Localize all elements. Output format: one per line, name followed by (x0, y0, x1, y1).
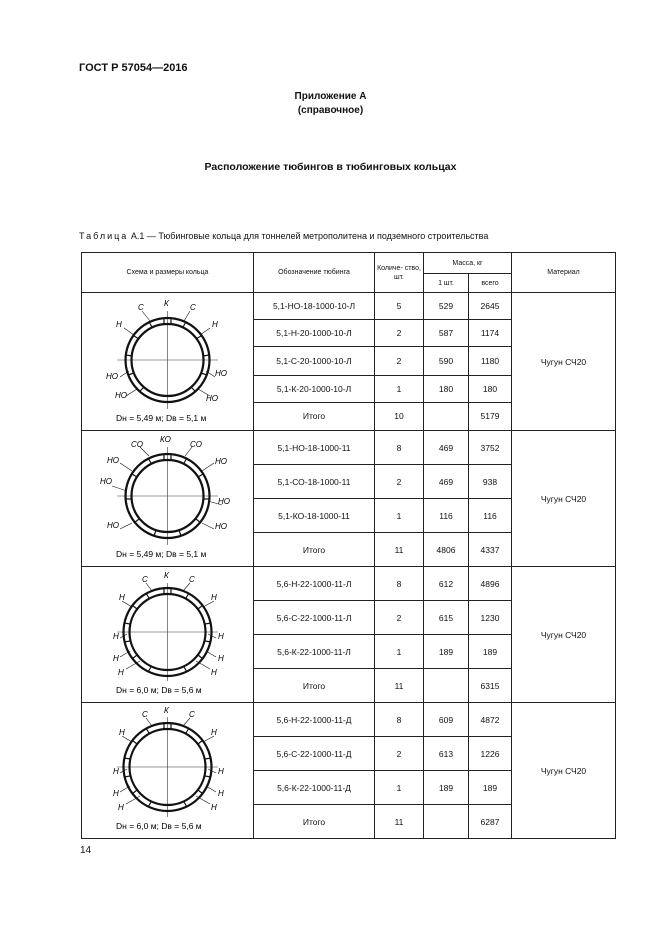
designation-cell: 5,1-Н-20-1000-10-Л (254, 320, 375, 347)
ring-diagram-4 (82, 703, 254, 838)
mass-one-cell: 189 (424, 635, 469, 669)
header-mass-one: 1 шт. (424, 274, 469, 293)
ring-scheme-3 (82, 567, 254, 703)
header-mass-total: всего (469, 274, 512, 293)
ring-label: Н (218, 767, 224, 776)
qty-cell: 11 (375, 669, 424, 703)
ring-label: Н (211, 803, 217, 812)
mass-total-cell: 5179 (469, 402, 512, 430)
qty-cell: 10 (375, 402, 424, 430)
appendix-heading (0, 90, 661, 118)
ring-label: К (164, 299, 169, 308)
ring-label: НО (107, 456, 119, 465)
ring-label: Н (113, 767, 119, 776)
mass-total-cell: 6315 (469, 669, 512, 703)
ring-label: С (138, 303, 144, 312)
ring-diagram-2 (82, 431, 254, 566)
header-material: Материал (512, 253, 616, 293)
ring-label: Н (211, 728, 217, 737)
ring-label: С (142, 710, 148, 719)
ring-label: НО (100, 477, 112, 486)
material-cell: Чугун СЧ20 (512, 567, 616, 703)
mass-total-cell: 180 (469, 375, 512, 402)
ring-diagram-1 (82, 293, 254, 430)
material-cell: Чугун СЧ20 (512, 293, 616, 431)
qty-cell: 2 (375, 737, 424, 771)
mass-total-cell: 189 (469, 771, 512, 805)
ring-label: Н (211, 668, 217, 677)
ring-label: НО (115, 391, 127, 400)
mass-one-cell: 469 (424, 431, 469, 465)
designation-cell: 5,6-К-22-1000-11-Д (254, 771, 375, 805)
ring-scheme-1 (82, 293, 254, 431)
mass-total-cell: 3752 (469, 431, 512, 465)
header-mass: Масса, кг (424, 253, 512, 274)
ring-label: Н (212, 320, 218, 329)
ring-table (81, 252, 616, 839)
designation-cell: 5,1-С-20-1000-10-Л (254, 347, 375, 375)
ring-label: С (189, 575, 195, 584)
table-row (82, 293, 616, 320)
ring-scheme-4 (82, 703, 254, 839)
ring-label: КО (160, 435, 171, 444)
appendix-title: Приложение А (294, 91, 367, 102)
designation-cell: 5,1-НО-18-1000-10-Л (254, 293, 375, 320)
mass-one-cell: 590 (424, 347, 469, 375)
designation-cell: Итого (254, 533, 375, 567)
header-quantity: Количе- ство, шт. (375, 253, 424, 293)
mass-total-cell: 1174 (469, 320, 512, 347)
ring-dimensions: Dн = 5,49 м; Dв = 5,1 м (116, 549, 207, 559)
designation-cell: 5,1-КО-18-1000-11 (254, 499, 375, 533)
ring-label: Н (218, 789, 224, 798)
mass-one-cell (424, 805, 469, 839)
qty-cell: 2 (375, 465, 424, 499)
ring-label: Н (218, 654, 224, 663)
mass-one-cell: 180 (424, 375, 469, 402)
mass-one-cell: 469 (424, 465, 469, 499)
ring-label: Н (119, 593, 125, 602)
qty-cell: 1 (375, 375, 424, 402)
ring-label: С (190, 303, 196, 312)
ring-label: Н (211, 593, 217, 602)
qty-cell: 1 (375, 635, 424, 669)
designation-cell: 5,1-СО-18-1000-11 (254, 465, 375, 499)
ring-label: Н (113, 654, 119, 663)
mass-total-cell: 116 (469, 499, 512, 533)
qty-cell: 1 (375, 499, 424, 533)
mass-total-cell: 4896 (469, 567, 512, 601)
mass-one-cell: 613 (424, 737, 469, 771)
header-designation: Обозначение тюбинга (254, 253, 375, 293)
ring-scheme-2 (82, 431, 254, 567)
table-row (82, 431, 616, 465)
ring-label: НО (206, 394, 218, 403)
ring-label: С (189, 710, 195, 719)
mass-total-cell: 1230 (469, 601, 512, 635)
mass-total-cell: 4872 (469, 703, 512, 737)
mass-one-cell: 529 (424, 293, 469, 320)
ring-label: Н (119, 728, 125, 737)
qty-cell: 2 (375, 601, 424, 635)
qty-cell: 8 (375, 431, 424, 465)
mass-total-cell: 6287 (469, 805, 512, 839)
designation-cell: 5,1-НО-18-1000-11 (254, 431, 375, 465)
qty-cell: 2 (375, 320, 424, 347)
table-caption-number: А.1 (130, 231, 145, 241)
table-caption-text: — Тюбинговые кольца для тоннелей метрополитена и подземного строительства (146, 231, 489, 241)
qty-cell: 5 (375, 293, 424, 320)
designation-cell: 5,6-Н-22-1000-11-Л (254, 567, 375, 601)
ring-label: Н (113, 632, 119, 641)
designation-cell: Итого (254, 402, 375, 430)
ring-label: СО (190, 440, 202, 449)
qty-cell: 11 (375, 805, 424, 839)
qty-cell: 1 (375, 771, 424, 805)
ring-label: С (142, 575, 148, 584)
page-number: 14 (80, 845, 92, 856)
ring-dimensions: Dн = 6,0 м; Dв = 5,6 м (116, 685, 202, 695)
designation-cell: 5,6-С-22-1000-11-Д (254, 737, 375, 771)
ring-diagram-3 (82, 567, 254, 702)
mass-total-cell: 1180 (469, 347, 512, 375)
mass-one-cell (424, 402, 469, 430)
mass-one-cell: 609 (424, 703, 469, 737)
ring-dimensions: Dн = 5,49 м; Dв = 5,1 м (116, 413, 207, 423)
table-row (82, 703, 616, 737)
table-row (82, 567, 616, 601)
designation-cell: Итого (254, 669, 375, 703)
document-header: ГОСТ Р 57054—2016 (79, 62, 188, 74)
qty-cell: 11 (375, 533, 424, 567)
ring-label: СО (131, 440, 143, 449)
ring-label: НО (215, 457, 227, 466)
mass-total-cell: 189 (469, 635, 512, 669)
appendix-subtitle: (справочное) (297, 105, 364, 116)
table-caption (79, 231, 488, 241)
ring-dimensions: Dн = 6,0 м; Dв = 5,6 м (116, 821, 202, 831)
ring-label: НО (106, 372, 118, 381)
mass-one-cell: 4806 (424, 533, 469, 567)
mass-total-cell: 4337 (469, 533, 512, 567)
designation-cell: 5,6-К-22-1000-11-Л (254, 635, 375, 669)
designation-cell: Итого (254, 805, 375, 839)
ring-label: Н (118, 803, 124, 812)
material-cell: Чугун СЧ20 (512, 431, 616, 567)
ring-label: Н (218, 632, 224, 641)
ring-label: Н (116, 320, 122, 329)
ring-label: Н (118, 668, 124, 677)
designation-cell: 5,1-К-20-1000-10-Л (254, 375, 375, 402)
section-title: Расположение тюбингов в тюбинговых кольцах (204, 161, 457, 173)
mass-one-cell: 189 (424, 771, 469, 805)
mass-total-cell: 1226 (469, 737, 512, 771)
mass-total-cell: 938 (469, 465, 512, 499)
mass-total-cell: 2645 (469, 293, 512, 320)
mass-one-cell: 587 (424, 320, 469, 347)
table-caption-prefix: Таблица (79, 231, 129, 241)
qty-cell: 8 (375, 567, 424, 601)
mass-one-cell (424, 669, 469, 703)
designation-cell: 5,6-С-22-1000-11-Л (254, 601, 375, 635)
mass-one-cell: 615 (424, 601, 469, 635)
mass-one-cell: 116 (424, 499, 469, 533)
ring-label: НО (215, 522, 227, 531)
ring-label: К (164, 706, 169, 715)
material-cell: Чугун СЧ20 (512, 703, 616, 839)
ring-label: К (164, 571, 169, 580)
ring-label: НО (107, 521, 119, 530)
header-scheme: Схема и размеры кольца (82, 253, 254, 293)
designation-cell: 5,6-Н-22-1000-11-Д (254, 703, 375, 737)
qty-cell: 8 (375, 703, 424, 737)
ring-label: НО (218, 497, 230, 506)
ring-label: НО (215, 369, 227, 378)
qty-cell: 2 (375, 347, 424, 375)
ring-label: Н (113, 789, 119, 798)
mass-one-cell: 612 (424, 567, 469, 601)
